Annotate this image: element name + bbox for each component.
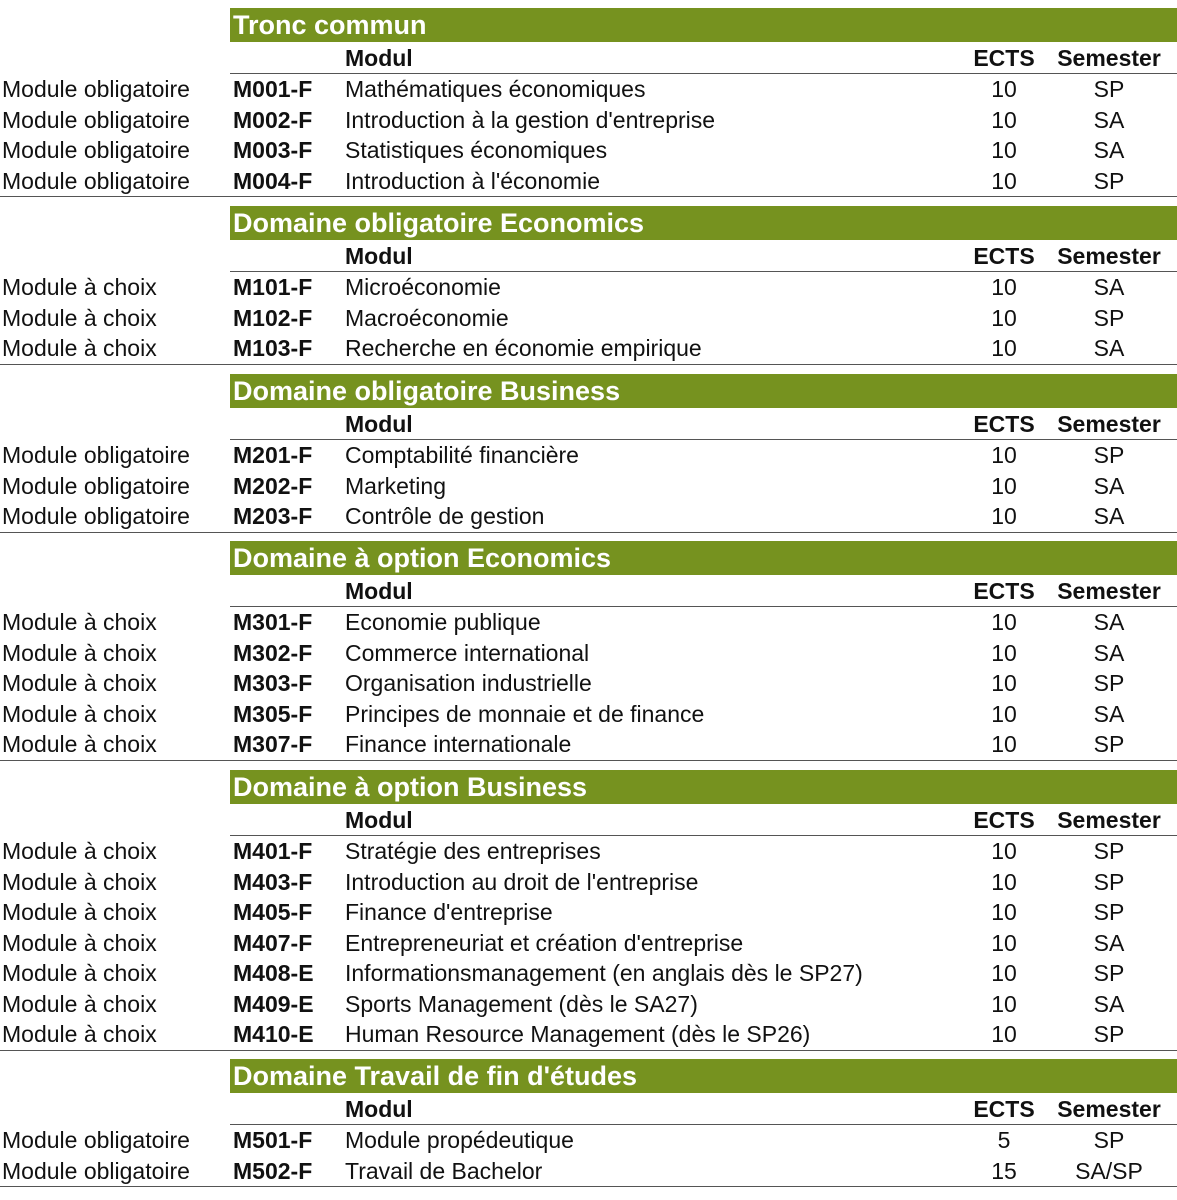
module-semester: SA (1093, 106, 1125, 133)
module-semester: SP (1093, 76, 1125, 102)
section-divider (0, 760, 1177, 761)
module-semester: SA (1093, 472, 1125, 499)
module-code: M001-F (233, 76, 313, 102)
module-ects: 10 (991, 731, 1017, 757)
module-semester: SP (1093, 442, 1125, 468)
module-semester: SP (1093, 899, 1125, 925)
section-divider (0, 532, 1177, 533)
module-type: Module à choix (2, 960, 157, 986)
column-header-row (0, 576, 1177, 606)
module-semester: SA (1093, 990, 1125, 1017)
column-header-module: Modul (345, 411, 413, 437)
module-semester: SP (1093, 1127, 1125, 1153)
column-header-semester: Semester (1057, 243, 1161, 269)
table-row (0, 836, 1177, 866)
module-semester: SA (1093, 639, 1125, 666)
column-header-ects: ECTS (973, 1096, 1035, 1122)
module-semester: SA (1093, 503, 1125, 529)
module-code: M403-F (233, 868, 313, 895)
module-semester: SA (1093, 609, 1125, 635)
module-semester: SP (1093, 960, 1125, 986)
column-header-module: Modul (345, 807, 413, 833)
module-code: M405-F (233, 899, 313, 925)
module-title: Entrepreneuriat et création d'entreprise (345, 929, 744, 956)
module-type: Module à choix (2, 899, 157, 925)
module-type: Module obligatoire (2, 76, 190, 102)
section-header: Tronc commun (230, 8, 1177, 42)
module-semester: SA (1093, 274, 1125, 300)
section-header: Domaine Travail de fin d'études (230, 1059, 1177, 1093)
module-title: Comptabilité financière (345, 442, 579, 468)
column-header-semester: Semester (1057, 578, 1161, 604)
module-semester: SP (1093, 838, 1125, 864)
module-ects: 10 (991, 472, 1017, 499)
column-header-row (0, 1094, 1177, 1124)
module-type: Module obligatoire (2, 137, 190, 163)
section-divider (0, 196, 1177, 197)
module-code: M004-F (233, 167, 313, 194)
module-semester: SP (1093, 304, 1125, 331)
module-semester: SP (1093, 1021, 1125, 1047)
module-ects: 10 (991, 503, 1017, 529)
column-header-ects: ECTS (973, 45, 1035, 71)
table-row (0, 440, 1177, 470)
section-divider (0, 364, 1177, 365)
module-type: Module obligatoire (2, 106, 190, 133)
module-type: Module obligatoire (2, 167, 190, 194)
table-row (0, 501, 1177, 531)
module-type: Module obligatoire (2, 1157, 190, 1184)
module-ects: 10 (991, 670, 1017, 696)
module-ects: 10 (991, 304, 1017, 331)
module-code: M302-F (233, 639, 313, 666)
module-semester: SP (1093, 167, 1125, 194)
column-header-module: Modul (345, 243, 413, 269)
module-code: M410-E (233, 1021, 314, 1047)
module-ects: 5 (997, 1127, 1011, 1153)
module-title: Introduction à la gestion d'entreprise (345, 106, 716, 133)
table-row (0, 105, 1177, 135)
module-semester: SP (1093, 670, 1125, 696)
module-code: M003-F (233, 137, 313, 163)
module-code: M501-F (233, 1127, 313, 1153)
table-row (0, 638, 1177, 668)
module-code: M407-F (233, 929, 313, 956)
module-code: M408-E (233, 960, 314, 986)
module-code: M409-E (233, 990, 314, 1017)
section-divider (0, 1050, 1177, 1051)
column-header-semester: Semester (1057, 45, 1161, 71)
module-type: Module à choix (2, 670, 157, 696)
module-semester: SA (1093, 700, 1125, 727)
module-type: Module à choix (2, 700, 157, 727)
module-title: Organisation industrielle (345, 670, 592, 696)
table-row (0, 668, 1177, 698)
module-type: Module à choix (2, 731, 157, 757)
module-ects: 10 (991, 1021, 1017, 1047)
table-row (0, 867, 1177, 897)
module-ects: 10 (991, 929, 1017, 956)
module-ects: 10 (991, 639, 1017, 666)
module-title: Microéconomie (345, 274, 501, 300)
column-header-module: Modul (345, 45, 413, 71)
module-ects: 10 (991, 76, 1017, 102)
module-ects: 10 (991, 868, 1017, 895)
table-row (0, 74, 1177, 104)
module-semester: SP (1093, 731, 1125, 757)
table-row (0, 333, 1177, 363)
table-row (0, 1156, 1177, 1186)
table-row (0, 928, 1177, 958)
column-header-ects: ECTS (973, 578, 1035, 604)
module-type: Module obligatoire (2, 442, 190, 468)
module-ects: 10 (991, 960, 1017, 986)
module-code: M307-F (233, 731, 313, 757)
table-row (0, 989, 1177, 1019)
module-type: Module obligatoire (2, 472, 190, 499)
section-header: Domaine obligatoire Economics (230, 206, 1177, 240)
table-row (0, 471, 1177, 501)
module-code: M401-F (233, 838, 313, 864)
module-title: Macroéconomie (345, 304, 509, 331)
module-ects: 10 (991, 442, 1017, 468)
table-row (0, 135, 1177, 165)
module-type: Module à choix (2, 929, 157, 956)
column-header-module: Modul (345, 578, 413, 604)
column-header-semester: Semester (1057, 807, 1161, 833)
module-type: Module obligatoire (2, 503, 190, 529)
module-code: M303-F (233, 670, 313, 696)
module-semester: SA/SP (1075, 1157, 1143, 1184)
module-semester: SA (1093, 137, 1125, 163)
module-title: Economie publique (345, 609, 541, 635)
module-ects: 10 (991, 838, 1017, 864)
column-header-ects: ECTS (973, 243, 1035, 269)
module-semester: SP (1093, 868, 1125, 895)
module-type: Module à choix (2, 304, 157, 331)
module-title: Introduction à l'économie (345, 167, 600, 194)
section-header: Domaine à option Economics (230, 541, 1177, 575)
module-title: Mathématiques économiques (345, 76, 646, 102)
module-title: Sports Management (dès le SA27) (345, 990, 698, 1017)
table-row (0, 303, 1177, 333)
module-ects: 10 (991, 274, 1017, 300)
module-title: Finance internationale (345, 731, 572, 757)
module-code: M201-F (233, 442, 313, 468)
module-code: M502-F (233, 1157, 313, 1184)
module-semester: SA (1093, 335, 1125, 361)
table-row (0, 1019, 1177, 1049)
module-code: M305-F (233, 700, 313, 727)
column-header-row (0, 241, 1177, 271)
column-header-row (0, 409, 1177, 439)
module-code: M103-F (233, 335, 313, 361)
column-header-ects: ECTS (973, 807, 1035, 833)
table-row (0, 272, 1177, 302)
module-ects: 10 (991, 609, 1017, 635)
module-code: M002-F (233, 106, 313, 133)
module-code: M203-F (233, 503, 313, 529)
module-title: Informationsmanagement (en anglais dès le SP27) (345, 960, 863, 986)
module-title: Statistiques économiques (345, 137, 608, 163)
module-semester: SA (1093, 929, 1125, 956)
module-title: Contrôle de gestion (345, 503, 545, 529)
module-ects: 10 (991, 990, 1017, 1017)
column-header-row (0, 43, 1177, 73)
table-row (0, 166, 1177, 196)
module-title: Stratégie des entreprises (345, 838, 601, 864)
column-header-semester: Semester (1057, 411, 1161, 437)
module-type: Module à choix (2, 639, 157, 666)
module-title: Introduction au droit de l'entreprise (345, 868, 699, 895)
module-ects: 10 (991, 106, 1017, 133)
module-ects: 15 (991, 1157, 1017, 1184)
module-ects: 10 (991, 137, 1017, 163)
module-type: Module à choix (2, 838, 157, 864)
table-row (0, 1125, 1177, 1155)
module-ects: 10 (991, 167, 1017, 194)
module-code: M202-F (233, 472, 313, 499)
module-ects: 10 (991, 700, 1017, 727)
module-title: Commerce international (345, 639, 590, 666)
module-title: Travail de Bachelor (345, 1157, 543, 1184)
module-code: M101-F (233, 274, 313, 300)
module-title: Marketing (345, 472, 446, 499)
module-ects: 10 (991, 335, 1017, 361)
module-type: Module à choix (2, 868, 157, 895)
table-row (0, 699, 1177, 729)
table-row (0, 607, 1177, 637)
module-type: Module à choix (2, 274, 157, 300)
column-header-module: Modul (345, 1096, 413, 1122)
table-row (0, 897, 1177, 927)
module-type: Module à choix (2, 609, 157, 635)
module-ects: 10 (991, 899, 1017, 925)
module-title: Principes de monnaie et de finance (345, 700, 705, 727)
section-header: Domaine obligatoire Business (230, 374, 1177, 408)
module-type: Module obligatoire (2, 1127, 190, 1153)
module-code: M301-F (233, 609, 313, 635)
module-title: Recherche en économie empirique (345, 335, 702, 361)
module-title: Finance d'entreprise (345, 899, 553, 925)
column-header-ects: ECTS (973, 411, 1035, 437)
module-title: Human Resource Management (dès le SP26) (345, 1021, 811, 1047)
module-title: Module propédeutique (345, 1127, 574, 1153)
section-divider (0, 1186, 1177, 1187)
module-type: Module à choix (2, 335, 157, 361)
module-type: Module à choix (2, 990, 157, 1017)
column-header-semester: Semester (1057, 1096, 1161, 1122)
module-code: M102-F (233, 304, 313, 331)
column-header-row (0, 805, 1177, 835)
module-type: Module à choix (2, 1021, 157, 1047)
section-header: Domaine à option Business (230, 770, 1177, 804)
table-row (0, 729, 1177, 759)
table-row (0, 958, 1177, 988)
